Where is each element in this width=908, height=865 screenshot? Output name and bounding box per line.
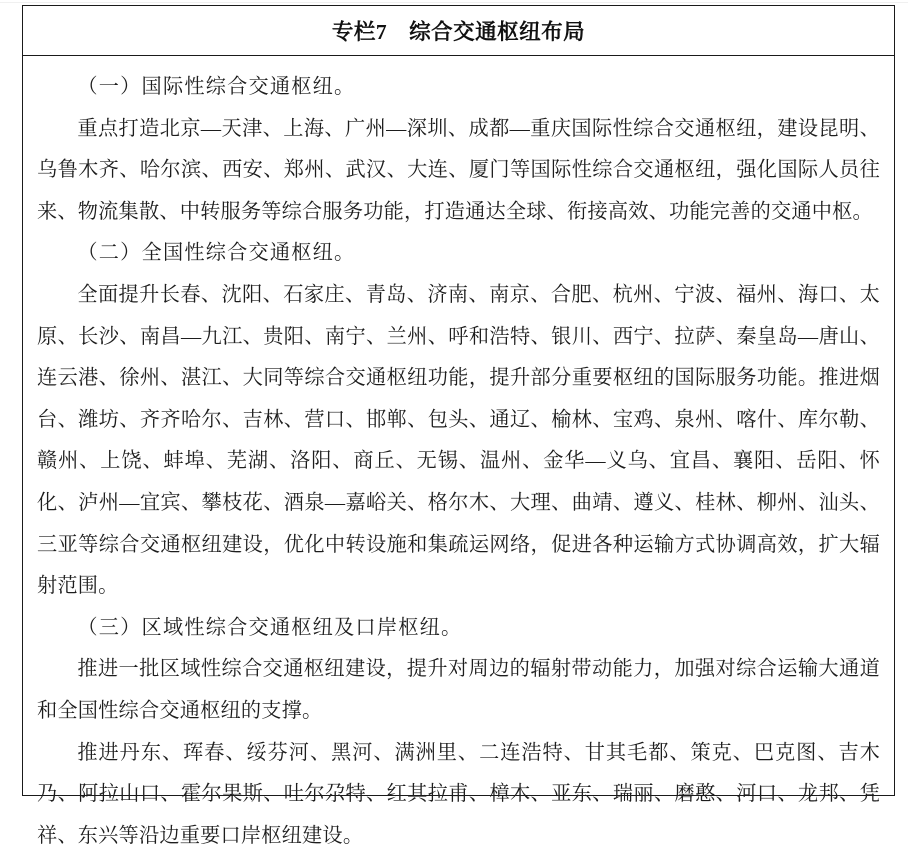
callout-box-header — [23, 6, 894, 56]
section-two-body: 全面提升长春、沈阳、石家庄、青岛、济南、南京、合肥、杭州、宁波、福州、海口、太原、长沙、南昌—九江、贵阳、南宁、兰州、呼和浩特、银川、西宁、拉萨、秦皇岛—唐山、连云港、徐州、湛江、大同等综合交通枢纽功能，提升部分重要枢纽的国际服务功能。推进烟台、潍坊、齐齐哈尔、吉林、营口、邯郸、包头、通辽、榆林、宝鸡、泉州、喀什、库尔勒、赣州、上饶、蚌埠、芜湖、洛阳、商丘、无锡、温州、金华—义乌、宜昌、襄阳、岳阳、怀化、泸州—宜宾、攀枝花、酒泉—嘉峪关、格尔木、大理、曲靖、遵义、桂林、柳州、汕头、三亚等综合交通枢纽建设，优化中转设施和集疏运网络，促进各种运输方式协调高效，扩大辐射范围。 — [37, 283, 880, 598]
callout-box-body — [23, 56, 894, 865]
section-two-heading: （二）全国性综合交通枢纽。 — [77, 242, 356, 265]
section-three-body-second: 推进丹东、珲春、绥芬河、黑河、满洲里、二连浩特、甘其毛都、策克、巴克图、吉木乃、阿拉山口、霍尔果斯、吐尔尕特、红其拉甫、樟木、亚东、瑞丽、磨憨、河口、龙邦、凭祥、东兴等沿边重要口岸枢纽建设。 — [37, 741, 880, 847]
section-one-body: 重点打造北京—天津、上海、广州—深圳、成都—重庆国际性综合交通枢纽，建设昆明、乌鲁木齐、哈尔滨、西安、郑州、武汉、大连、厦门等国际性综合交通枢纽，强化国际人员往来、物流集散、中转服务等综合服务功能，打造通达全球、衔接高效、功能完善的交通中枢。 — [37, 117, 880, 223]
callout-box — [22, 5, 895, 847]
section-one-heading: （一）国际性综合交通枢纽。 — [77, 76, 356, 98]
page-title: 专栏7 综合交通枢纽布局 — [331, 20, 586, 44]
section-three-heading: （三）区域性综合交通枢纽及口岸枢纽。 — [77, 616, 463, 639]
section-three-body-first: 推进一批区域性综合交通枢纽建设，提升对周边的辐射带动能力，加强对综合运输大通道和全国性综合交通枢纽的支撑。 — [37, 658, 880, 722]
scan-edge-line — [0, 2, 908, 3]
